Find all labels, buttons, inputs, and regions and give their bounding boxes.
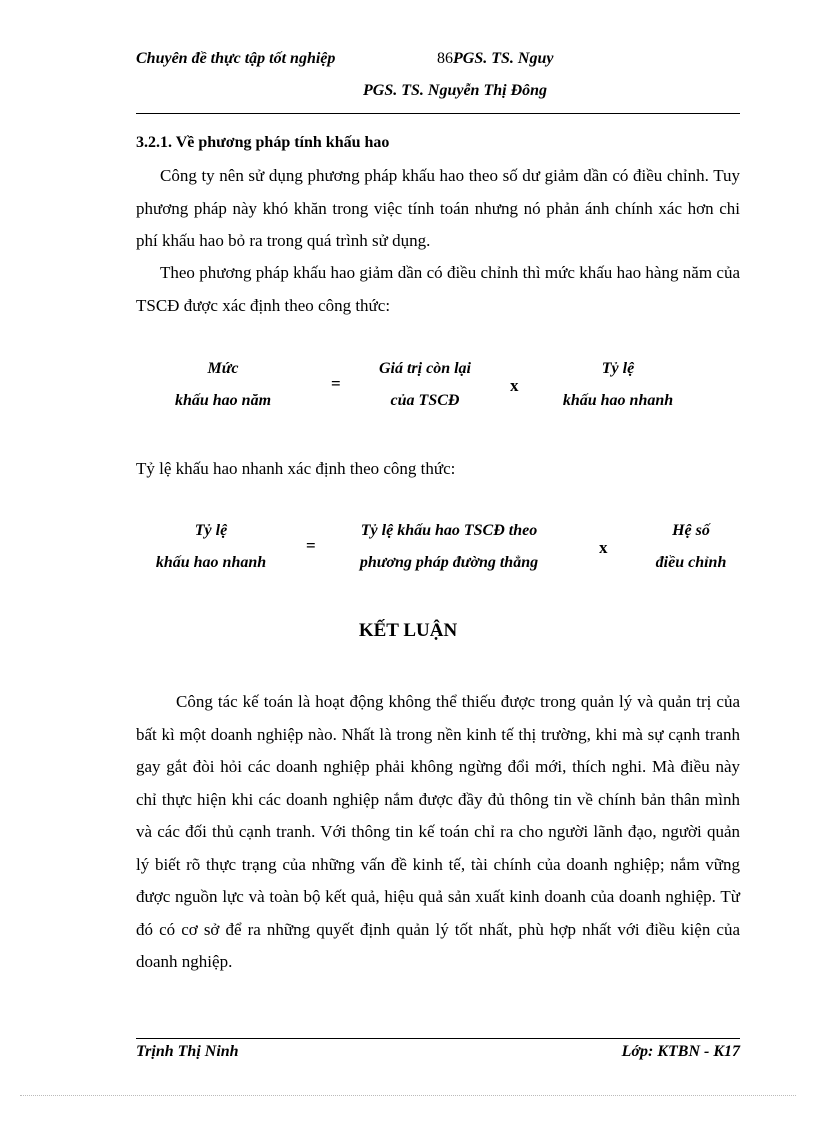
formula1-term2-line2: khấu hao nhanh — [562, 392, 674, 409]
formula1-lhs-line1: Mức — [207, 360, 239, 377]
formula2-term2 — [636, 515, 746, 579]
formula1-lhs — [150, 353, 296, 417]
header-divider — [136, 113, 740, 114]
section-heading: 3.2.1. Về phương pháp tính khấu hao — [136, 134, 390, 151]
formula1-term1-line2: của TSCĐ — [390, 392, 460, 409]
footer-divider — [136, 1038, 740, 1039]
footer-class: Lớp: KTBN - K17 — [621, 1043, 740, 1060]
formula1-equals: = — [331, 374, 341, 393]
formula2-times: x — [599, 538, 608, 557]
formula1-term2-line1: Tỷ lệ — [601, 360, 635, 377]
section-paragraph-2: Theo phương pháp khấu hao giảm dần có điều chỉnh thì mức khấu hao hàng năm của TSCĐ được xác định theo công thức: — [136, 263, 740, 315]
header-page-number-line — [437, 50, 553, 68]
formula2-term2-line1: Hệ số — [672, 522, 710, 539]
header-supervisor: PGS. TS. Nguyễn Thị Đông — [363, 82, 548, 99]
page-number: 86 — [437, 50, 453, 67]
header-title: Chuyên đề thực tập tốt nghiệp — [136, 50, 336, 67]
formula1-term2 — [542, 353, 694, 417]
formula2-lhs — [136, 515, 286, 579]
formula1-times: x — [510, 376, 519, 395]
section-paragraph-1: Công ty nên sử dụng phương pháp khấu hao theo số dư giảm dần có điều chỉnh. Tuy phương pháp này khó khăn trong việc tính toán nhưng nó phản ánh chính xác hơn chi phí khấu hao bỏ ra trong quá trình sử dụng. — [136, 166, 740, 250]
formula2-lhs-line1: Tỷ lệ — [194, 522, 228, 539]
formula2-term1 — [334, 515, 564, 579]
formula2-term1-line2: phương pháp đường thẳng — [359, 554, 539, 571]
formula2-term2-line2: điều chỉnh — [655, 554, 727, 571]
formula1-term1 — [354, 353, 496, 417]
formula1-lhs-line2: khấu hao năm — [174, 392, 272, 409]
conclusion-paragraph: Công tác kế toán là hoạt động không thể thiếu được trong quản lý và quản trị của bất kì một doanh nghiệp nào. Nhất là trong nền kinh tế thị trường, khi mà sự cạnh tranh gay gắt đòi hỏi các doanh nghiệp phải không ngừng đổi mới, thích nghi. Mà điều này chỉ thực hiện khi các doanh nghiệp nắm được đầy đủ thông tin về chính bản thân mình và các đối thủ cạnh tranh. Với thông tin kế toán chỉ ra cho người lãnh đạo, người quản lý biết rõ thực trạng của những vấn đề kinh tế, tài chính của doanh nghiệp; nắm vững được nguồn lực và toàn bộ kết quả, hiệu quả sản xuất kinh doanh của doanh nghiệp. Từ đó có cơ sở để ra những quyết định quản lý tốt nhất, phù hợp nhất với điều kiện của doanh nghiệp. — [136, 692, 740, 971]
page-edge-dotted-line — [20, 1095, 796, 1096]
section-paragraph-3: Tỷ lệ khấu hao nhanh xác định theo công thức: — [136, 459, 456, 478]
conclusion-title: KẾT LUẬN — [358, 620, 458, 641]
formula2-equals: = — [306, 536, 316, 555]
footer-author: Trịnh Thị Ninh — [136, 1043, 239, 1060]
formula2-lhs-line2: khấu hao nhanh — [155, 554, 267, 571]
formula1-term1-line1: Giá trị còn lại — [378, 360, 471, 377]
header-supervisor-short: PGS. TS. Nguy — [453, 50, 554, 67]
formula2-term1-line1: Tỷ lệ khấu hao TSCĐ theo — [360, 522, 538, 539]
